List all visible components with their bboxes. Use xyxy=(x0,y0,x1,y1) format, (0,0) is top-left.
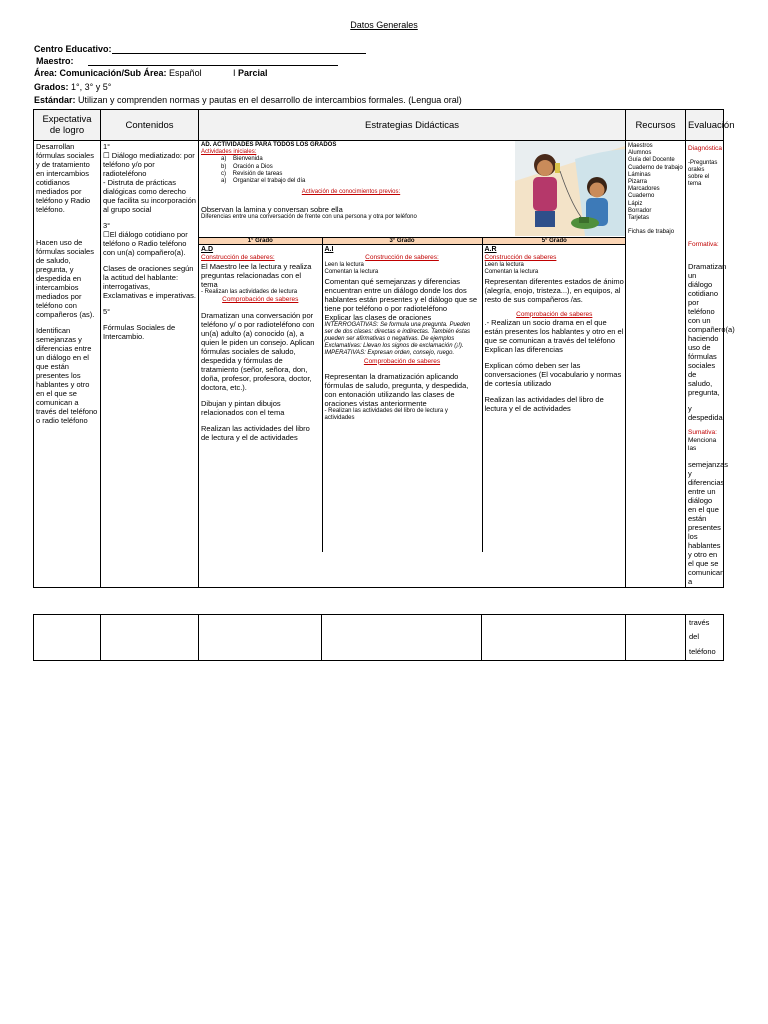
eval-formativa: Formativa: xyxy=(688,240,719,248)
contenido-grade-5: 5° xyxy=(103,307,111,316)
recurso-item: Fichas de trabajo xyxy=(628,229,675,236)
eval-sum-text-2: semejanzas y diferencias entre un diálogo en el que están presentes los hablantes y otro en el que se comunican a xyxy=(688,459,729,586)
grados-label: Grados: xyxy=(34,82,69,92)
maestro-row xyxy=(36,56,338,66)
estandar-value: Utilizan y comprenden normas y pautas en el desarrollo de intercambios formales. (Lengua oral) xyxy=(78,95,462,105)
header-evaluacion: Evaluación xyxy=(686,110,724,141)
recurso-item: Alumnos xyxy=(628,150,652,157)
contenido-grade-1: 1° xyxy=(103,142,111,151)
recurso-item: Cuaderno de trabajo xyxy=(628,164,683,171)
parcial-label: Parcial xyxy=(238,68,268,78)
area-row xyxy=(34,68,202,78)
continuation-cell xyxy=(626,615,686,661)
g1-paragraph-3: Realizan las actividades del libro de lectura y el de actividades xyxy=(201,424,310,443)
eval-diag-text: -Preguntas orales sobre el tema xyxy=(688,159,718,188)
g1-code: A.D xyxy=(201,246,214,253)
page-title: Datos Generales xyxy=(350,20,418,30)
recurso-item: Guía del Docente xyxy=(628,157,675,164)
continuation-cell xyxy=(199,615,322,661)
g5-line-1: Leen la lectura xyxy=(484,262,524,269)
estandar-row xyxy=(34,95,462,105)
expectativa-1: Desarrollan fórmulas sociales y de tratamiento en intercambios cotidianos mediados por teléfono y Radio teléfono. xyxy=(36,142,94,214)
recurso-item: Borrador xyxy=(628,207,652,214)
maestro-label: Maestro: xyxy=(36,56,74,66)
g3-example-3: IMPERATIVAS: Expresan orden, consejo, ruego. xyxy=(324,350,455,357)
g3-example-2: Exclamativas: Llevan los signos de exclamación (¡!). xyxy=(324,343,464,350)
contenido-dialogo: ☐ Diálogo mediatizado: por teléfono y/o por radioteléfono xyxy=(103,151,195,178)
header-expectativa: Expectativa de logro xyxy=(34,110,101,141)
contenido-grade-3: 3° xyxy=(103,221,111,230)
grade-1-column xyxy=(199,245,322,553)
g5-code: A.R xyxy=(484,246,497,253)
expectativa-cell xyxy=(34,141,101,588)
centro-educativo-line xyxy=(112,45,366,54)
grades-table xyxy=(199,237,626,552)
observan-text: Observan la lamina y conversan sobre ella xyxy=(201,205,343,215)
contenidos-cell xyxy=(101,141,199,588)
g3-comprobacion: Comprobación de saberes xyxy=(363,357,441,365)
centro-educativo-row xyxy=(34,44,366,54)
recurso-item: Marcadores xyxy=(628,186,660,193)
planning-table xyxy=(33,109,735,588)
contenido-practicas: - Distruta de prácticas dialógicas como derecho que facilita su incorporación al grupo social xyxy=(103,178,196,214)
inicial-item-1: a) Bienvenida xyxy=(221,156,263,163)
g1-line-1: El Maestro lee la lectura y realiza preguntas relacionadas con el tema xyxy=(201,262,312,290)
eval-sum-text: Menciona las xyxy=(688,437,717,452)
g3-example-1: INTERROGATIVAS: Se formula una pregunta. Pueden ser de dos clases: directas e indirectas. También éstas pueden ser afirmativas o negativas. De ejemplos xyxy=(324,321,471,342)
continuation-cell xyxy=(34,615,101,661)
g3-paragraph-1: Comentan qué semejanzas y diferencias encuentran entre un diálogo donde los dos hablantes están presentes y el diálogo que se tiene por teléfono o por radioteléfono xyxy=(324,276,478,313)
recurso-item: Láminas xyxy=(628,171,651,178)
table-header-row xyxy=(34,110,724,141)
estandar-label: Estándar: xyxy=(34,95,76,105)
expectativa-3: Identifican semejanzas y diferencias entre un diálogo en el que están presentes los hablantes y otro en el que se comunican a través del teléfono o radio teléfono xyxy=(36,326,98,425)
g5-paragraph-3: Explican las diferencias xyxy=(484,345,563,355)
inicial-item-3: c) Revisión de tareas xyxy=(221,170,283,177)
g3-line-1: Leen la lectura xyxy=(324,262,364,269)
g3-paragraph-4: - Realizan las actividades del libro de lectura y actividades xyxy=(324,408,448,422)
phone-conversation-illustration xyxy=(515,141,625,236)
g1-comprobacion: Comprobación de saberes xyxy=(222,296,299,304)
contenido-clases-oraciones: Clases de oraciones según la actitud del hablante: interrogativas, Exclamativas e imperativas. xyxy=(103,264,196,300)
g1-paragraph-1: Dramatizan una conversación por teléfono y/ o por radioteléfono con un(a) adulto (a) conocido (a), a quien le piden un consejo. Aplican fórmulas sociales de saludo, despedida y fórmulas de tratamiento (señor, señora, don, doña, profesor, profesora, doctor, doctora, etc.). xyxy=(201,311,315,393)
continuation-row xyxy=(34,615,724,661)
grade-1-label: 1° Grado xyxy=(199,238,322,245)
diferencias-text: Diferencias entre una conversación de frente con una persona y otra por teléfono xyxy=(201,214,417,221)
grade-3-column xyxy=(322,245,482,553)
eval-sumativa: Sumativa: xyxy=(688,429,717,437)
g3-code: A.I xyxy=(324,246,334,253)
g5-line-2: Comentan la lectura xyxy=(484,269,539,276)
continuation-table xyxy=(33,614,724,661)
grade-5-label: 5° Grado xyxy=(482,238,626,245)
inicial-item-4: a) Organizar el trabajo del día xyxy=(221,177,306,184)
g5-paragraph-4: Explican cómo deben ser las conversaciones (El vocabulario y normas de cortesía utilizado xyxy=(484,361,622,389)
recurso-item: Pizarra xyxy=(628,178,648,185)
g1-line-2: - Realizan las actividades de lectura xyxy=(201,289,298,296)
activacion-label: Activación de conocimientos previos: xyxy=(301,189,401,196)
area-value: Español xyxy=(169,68,202,78)
recurso-item: Cuaderno xyxy=(628,193,655,200)
area-label: Área: Comunicación/Sub Área: xyxy=(34,68,167,78)
continuation-evaluacion: través del teléfono xyxy=(686,615,724,661)
inicial-item-2: b) Oración a Dios xyxy=(221,163,273,170)
contenido-dialogo-cotidiano: ☐El diálogo cotidiano por teléfono o Radio teléfono con un(a) compañero(a). xyxy=(103,230,188,257)
g5-paragraph-5: Realizan las actividades del libro de lectura y el de actividades xyxy=(484,395,604,414)
parcial-row xyxy=(233,68,268,78)
contenido-formulas: Fórmulas Sociales de Intercambio. xyxy=(103,323,176,341)
g3-line-2: Comentan la lectura xyxy=(324,269,379,276)
estrategias-cell xyxy=(199,141,626,588)
recurso-item: Maestros xyxy=(628,143,653,149)
table-body-row xyxy=(34,141,724,588)
evaluacion-cell xyxy=(686,141,735,588)
recurso-item: Tarjetas xyxy=(628,214,650,221)
estrategias-common xyxy=(199,141,625,237)
header-contenidos: Contenidos xyxy=(101,110,199,141)
grades-bar xyxy=(199,238,626,245)
g5-paragraph-2: .- Realizan un socio drama en el que están presentes los hablantes y otro en el que se comunican a través del teléfono xyxy=(484,318,624,346)
recursos-cell xyxy=(626,141,686,588)
header-estrategias: Estrategias Didácticas xyxy=(199,110,626,141)
g3-paragraph-3: Representan la dramatización aplicando fórmulas de saludo, pregunta, y despedida, con entonación utilizando las clases de oraciones vistas anteriormente xyxy=(324,372,469,409)
grades-content xyxy=(199,245,626,553)
grados-row xyxy=(34,82,111,92)
grados-value: 1°, 3° y 5° xyxy=(71,82,112,92)
parcial-prefix: I xyxy=(233,68,236,78)
eval-sumativa-line xyxy=(688,429,721,452)
eval-diagnostica: Diagnóstica xyxy=(688,145,722,152)
g5-construccion: Construcción de saberes xyxy=(484,254,557,262)
eval-form-text-2: y despedida xyxy=(688,404,723,423)
grade-5-column xyxy=(482,245,626,553)
actividades-iniciales-label: Actividades iniciales: xyxy=(201,149,257,156)
estrategias-heading: AD. ACTIVIDADES PARA TODOS LOS GRADOS xyxy=(201,142,337,148)
header-recursos: Recursos xyxy=(626,110,686,141)
g1-paragraph-2: Dibujan y pintan dibujos relacionados con el tema xyxy=(201,399,285,418)
g3-paragraph-2: Explicar las clases de oraciones xyxy=(324,312,432,322)
grade-3-label: 3° Grado xyxy=(322,238,482,245)
centro-educativo-label: Centro Educativo: xyxy=(34,44,112,54)
continuation-cell xyxy=(482,615,626,661)
g5-comprobacion: Comprobación de saberes xyxy=(516,310,593,318)
g5-paragraph-1: Representan diferentes estados de ánimo (alegría, enojo, tristeza...), en equipos, al resto de sus compañeros /as. xyxy=(484,276,624,304)
expectativa-2: Hacen uso de fórmulas sociales de saludo, pregunta, y despedida en intercambios mediados por teléfono con compañeros (as). xyxy=(36,238,95,319)
continuation-cell xyxy=(322,615,482,661)
continuation-cell xyxy=(101,615,199,661)
g3-construccion: Construcción de saberes: xyxy=(365,254,439,262)
eval-form-text: Dramatizan un diálogo cotidiano por teléfono con un compañero(a) haciendo uso de fórmulas sociales de saludo, pregunta, xyxy=(688,262,735,398)
recurso-item: Lápiz xyxy=(628,200,643,207)
maestro-line xyxy=(88,57,338,66)
g1-construccion: Construcción de saberes: xyxy=(201,254,275,262)
actividades-iniciales-list xyxy=(201,156,501,185)
